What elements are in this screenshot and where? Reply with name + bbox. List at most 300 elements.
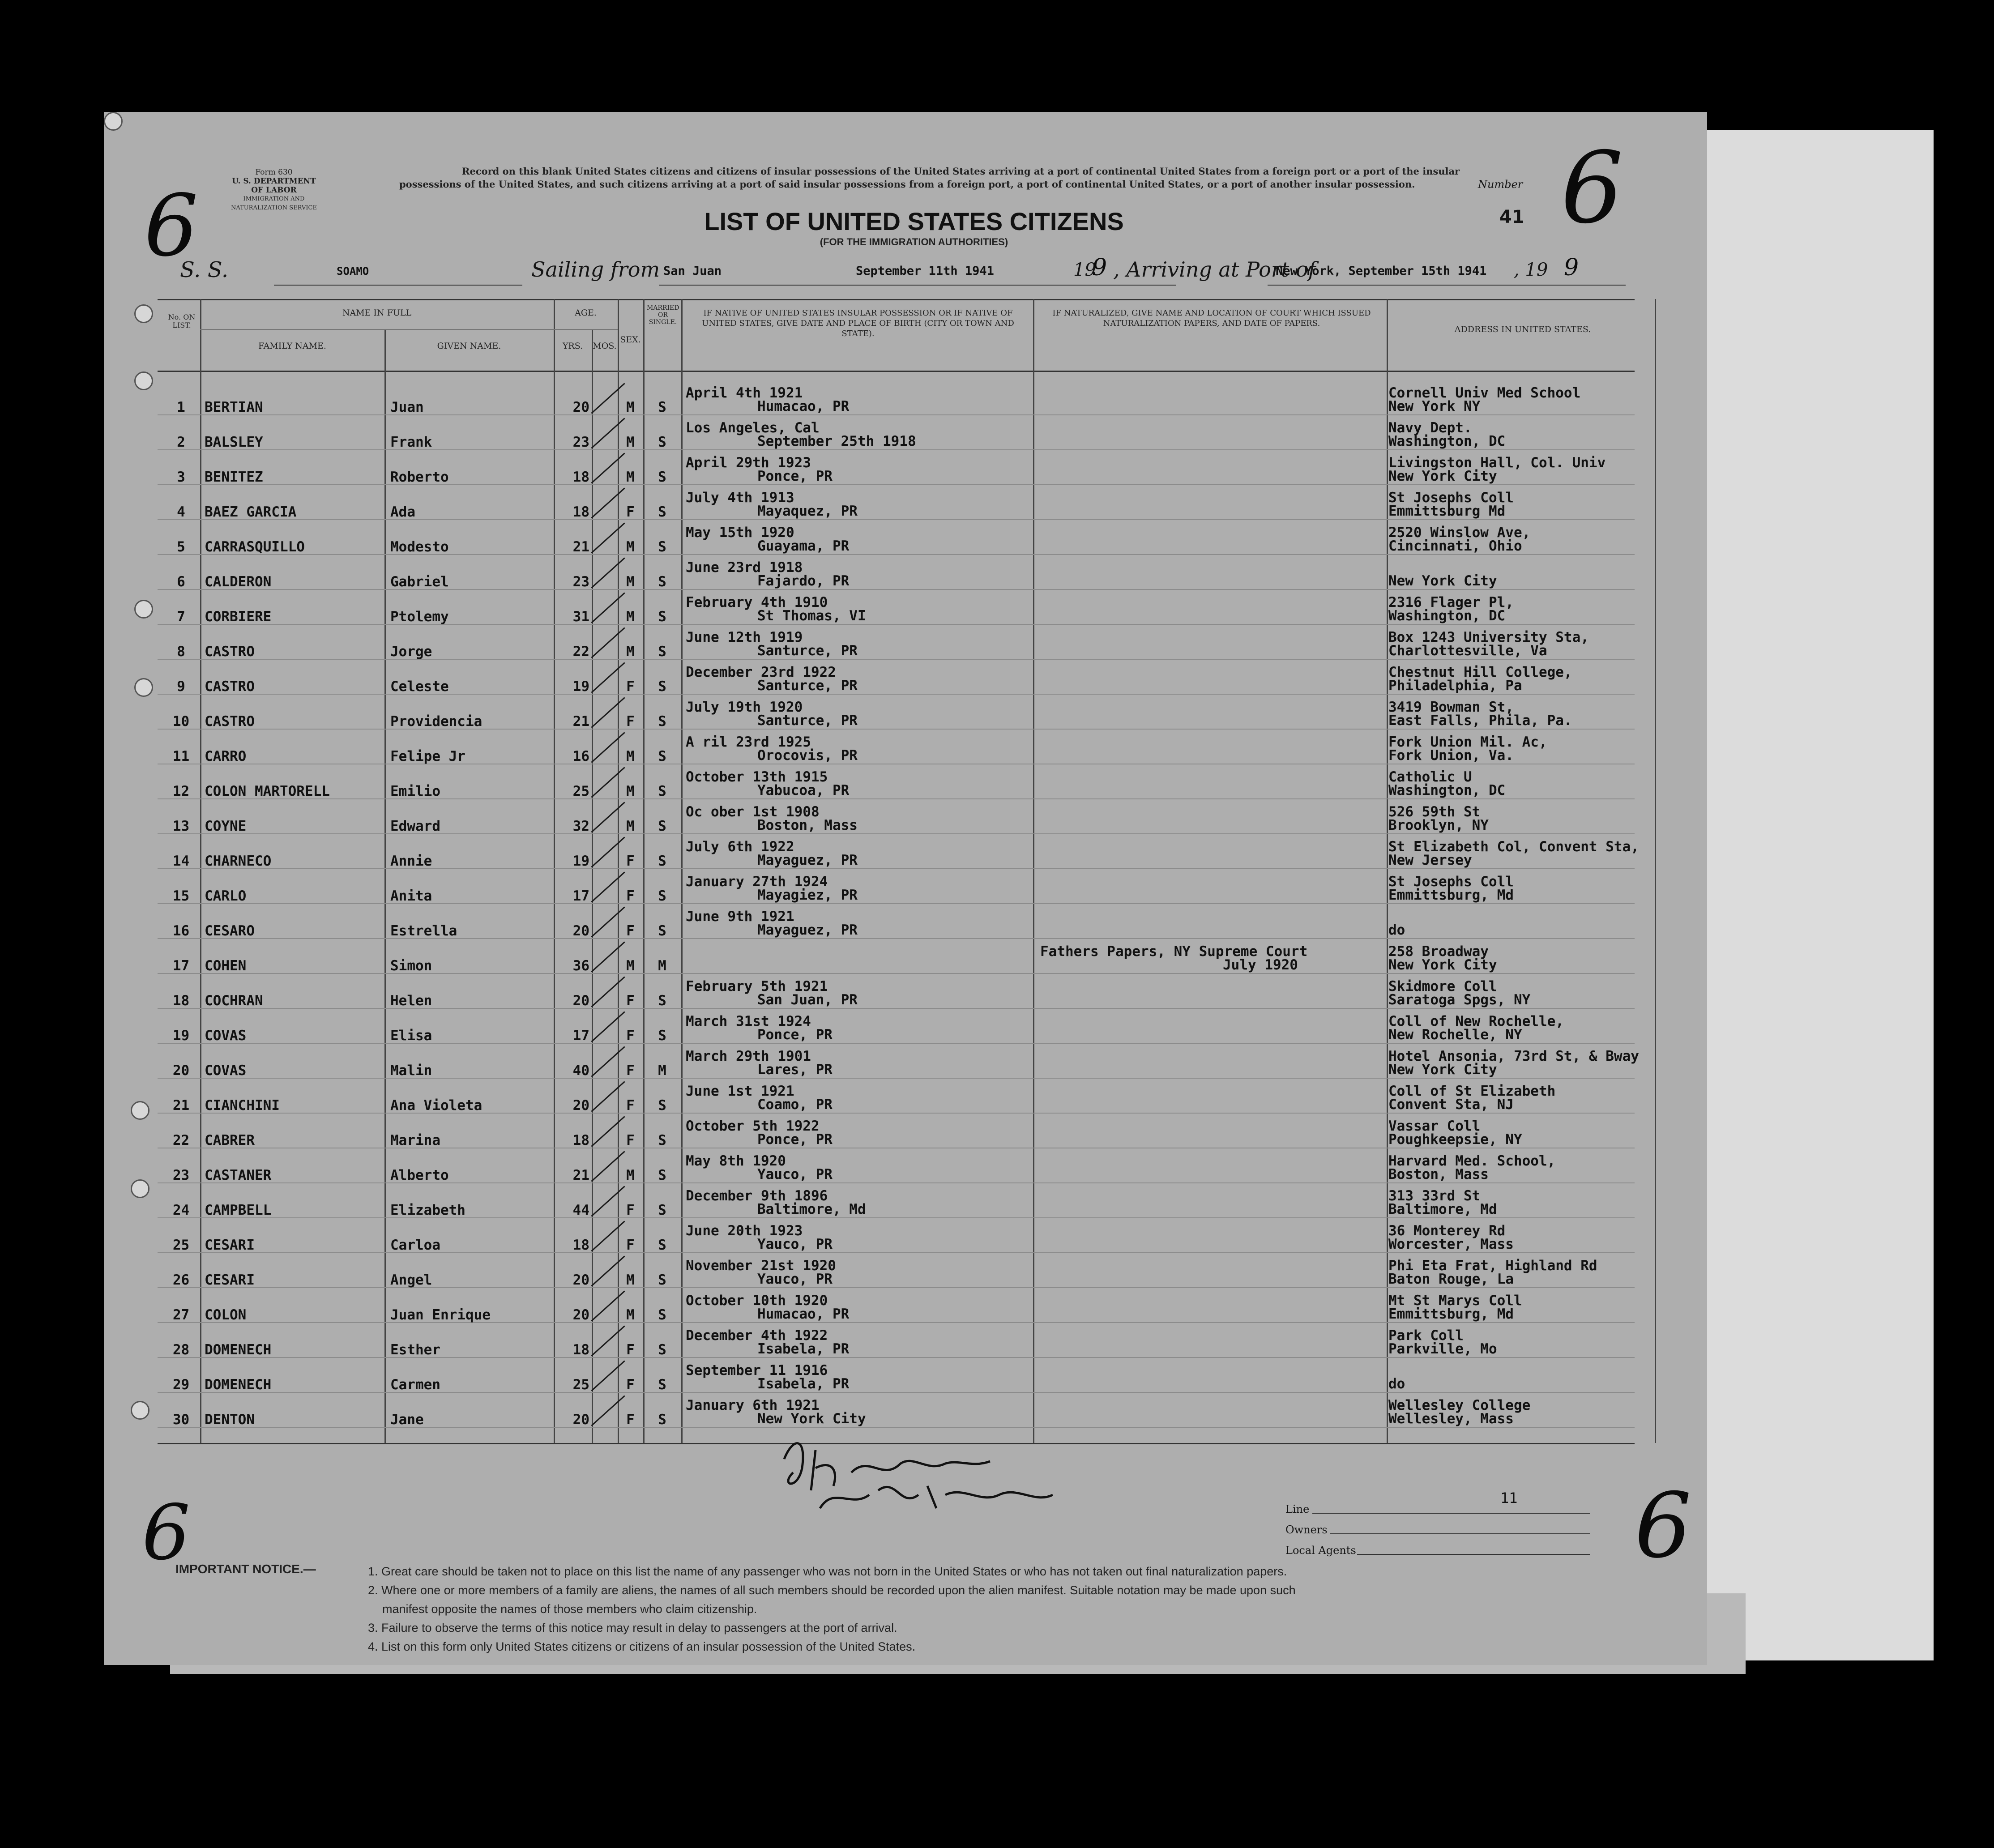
sex: M xyxy=(626,1272,635,1288)
sex: M xyxy=(626,399,635,415)
marital-status: S xyxy=(658,1132,666,1148)
address-line-2: Baton Rouge, La xyxy=(1388,1271,1514,1287)
binder-hole xyxy=(104,112,123,131)
family-name: COYNE xyxy=(205,818,247,834)
marital-status: S xyxy=(658,783,666,799)
table-row xyxy=(104,1323,1655,1358)
family-name: CASTRO xyxy=(205,679,255,695)
birth-info-line-2: Ponce, PR xyxy=(757,468,833,484)
address-line-2: Washington, DC xyxy=(1388,433,1506,449)
given-name: Felipe Jr xyxy=(390,748,465,764)
age-years: 23 xyxy=(572,574,589,590)
table-row xyxy=(104,1009,1655,1044)
address-line-2: Convent Sta, NJ xyxy=(1388,1097,1514,1113)
owners-label: Owners xyxy=(1285,1524,1328,1536)
marital-status: S xyxy=(658,679,666,695)
age-years: 18 xyxy=(572,469,589,485)
signature-scrawl xyxy=(766,1419,1169,1517)
given-name: Juan xyxy=(390,399,424,415)
family-name: BALSLEY xyxy=(205,434,263,450)
col-header-mos: MOS. xyxy=(593,341,617,351)
given-name: Anita xyxy=(390,888,432,904)
address-line-2: Baltimore, Md xyxy=(1388,1201,1497,1217)
address-line-1: 36 Monterey Rd xyxy=(1388,1223,1506,1239)
birth-info-line-1: January 27th 1924 xyxy=(686,874,828,890)
marital-status: S xyxy=(658,1202,666,1218)
birth-info-line-2: Baltimore, Md xyxy=(757,1201,866,1217)
col-header-no: No. ON LIST. xyxy=(168,313,196,329)
address-line-2: Washington, DC xyxy=(1388,782,1506,798)
birth-info-line-1: February 5th 1921 xyxy=(686,978,828,994)
address-line-2: New York City xyxy=(1388,1062,1497,1078)
handwritten-six-bottom-left: 6 xyxy=(142,1489,191,1577)
address-line-1: St Josephs Coll xyxy=(1388,874,1514,890)
address-line-1: Fork Union Mil. Ac, xyxy=(1388,734,1547,750)
sailing-line xyxy=(659,285,1176,286)
address-line-1: 313 33rd St xyxy=(1388,1188,1481,1204)
sailing-date: September 11th 1941 xyxy=(856,264,994,278)
handwritten-six-left: 6 xyxy=(144,176,198,275)
family-name: CHARNECO xyxy=(205,853,272,869)
given-name: Esther xyxy=(390,1342,440,1358)
sex: F xyxy=(626,1237,635,1253)
sex: F xyxy=(626,888,635,904)
birth-info-line-2: September 25th 1918 xyxy=(757,433,916,449)
given-name: Providencia xyxy=(390,713,482,730)
family-name: BAEZ GARCIA xyxy=(205,504,297,520)
sex: F xyxy=(626,923,635,939)
address-line-2: Emmittsburg, Md xyxy=(1388,1306,1514,1322)
sex: M xyxy=(626,434,635,450)
family-name: CASTRO xyxy=(205,644,255,660)
row-number: 13 xyxy=(172,818,190,834)
birth-info-line-2: New York City xyxy=(757,1411,866,1427)
birth-info-line-2: Coamo, PR xyxy=(757,1097,833,1113)
marital-status: S xyxy=(658,1237,666,1253)
table-row xyxy=(104,1183,1655,1218)
family-name: COVAS xyxy=(205,1028,247,1044)
line-underline xyxy=(1312,1513,1590,1514)
birth-info-line-1: October 13th 1915 xyxy=(686,769,828,785)
row-number: 9 xyxy=(177,679,185,695)
family-name: CARLO xyxy=(205,888,247,904)
page-title: LIST OF UNITED STATES CITIZENS xyxy=(704,207,1124,235)
sex: F xyxy=(626,1028,635,1044)
row-number: 4 xyxy=(177,504,185,520)
given-name: Ada xyxy=(390,504,415,520)
address-line-2: Parkville, Mo xyxy=(1388,1341,1497,1357)
manifest-sheet xyxy=(104,112,1707,1665)
number-label: Number xyxy=(1478,178,1523,191)
notice-block xyxy=(368,1562,1666,1656)
sex: M xyxy=(626,609,635,625)
address-line-1: Mt St Marys Coll xyxy=(1388,1293,1522,1309)
address-line-1: 2520 Winslow Ave, xyxy=(1388,525,1531,541)
family-name: CIANCHINI xyxy=(205,1097,280,1114)
col-header-age: AGE. xyxy=(575,308,597,318)
table-row xyxy=(104,1218,1655,1253)
family-name: CESARI xyxy=(205,1237,255,1253)
birth-info-line-2: Yabucoa, PR xyxy=(757,782,850,798)
address-line-2: Worcester, Mass xyxy=(1388,1236,1514,1252)
address-line-1: Hotel Ansonia, 73rd St, & Bway xyxy=(1388,1048,1639,1064)
arriving-label: , Arriving at Port of xyxy=(1113,257,1316,282)
sex: F xyxy=(626,1063,635,1079)
address-line-1: Phi Eta Frat, Highland Rd xyxy=(1388,1258,1597,1274)
birth-info-line-2: Fajardo, PR xyxy=(757,573,850,589)
family-name: CALDERON xyxy=(205,574,272,590)
birth-info-line-1: May 15th 1920 xyxy=(686,525,794,541)
age-years: 20 xyxy=(572,993,589,1009)
marital-status: S xyxy=(658,1097,666,1114)
birth-info-line-2: Yauco, PR xyxy=(757,1271,833,1287)
row-number: 30 xyxy=(172,1412,190,1428)
table-row xyxy=(104,730,1655,764)
marital-status: S xyxy=(658,574,666,590)
table-row xyxy=(104,1253,1655,1288)
agents-underline xyxy=(1357,1554,1590,1555)
family-name: CAMPBELL xyxy=(205,1202,272,1218)
col-divider-addr xyxy=(1655,299,1656,1443)
birth-info-line-2: Mayaguez, PR xyxy=(757,852,858,868)
age-years: 17 xyxy=(572,888,589,904)
family-name: CARRASQUILLO xyxy=(205,539,305,555)
row-number: 22 xyxy=(172,1132,190,1148)
birth-info-line-1: July 19th 1920 xyxy=(686,699,803,715)
age-years: 20 xyxy=(572,923,589,939)
table-row xyxy=(104,660,1655,695)
naturalization-info-line-2: July 1920 xyxy=(1223,957,1298,973)
birth-info-line-1: March 29th 1901 xyxy=(686,1048,811,1064)
address-line-2: East Falls, Phila, Pa. xyxy=(1388,713,1572,729)
table-row xyxy=(104,450,1655,485)
table-row xyxy=(104,939,1655,974)
owners-underline xyxy=(1330,1533,1590,1534)
table-row xyxy=(104,764,1655,799)
row-number: 26 xyxy=(172,1272,190,1288)
address-line-1: Harvard Med. School, xyxy=(1388,1153,1556,1169)
marital-status: S xyxy=(658,1307,666,1323)
table-row xyxy=(104,1358,1655,1393)
table-row xyxy=(104,590,1655,625)
birth-info-line-2: St Thomas, VI xyxy=(757,608,866,624)
sex: M xyxy=(626,1167,635,1183)
birth-info-line-2: Orocovis, PR xyxy=(757,747,858,764)
table-row xyxy=(104,1044,1655,1079)
row-number: 17 xyxy=(172,958,190,974)
table-row xyxy=(104,380,1655,415)
given-name: Estrella xyxy=(390,923,457,939)
marital-status: S xyxy=(658,504,666,520)
family-name: BERTIAN xyxy=(205,399,263,415)
birth-info-line-1: June 12th 1919 xyxy=(686,629,803,645)
age-years: 31 xyxy=(572,609,589,625)
row-number: 6 xyxy=(177,574,185,590)
year-handwritten-9: 9 xyxy=(1092,254,1107,281)
sex: M xyxy=(626,958,635,974)
notice-title: IMPORTANT NOTICE.— xyxy=(175,1562,316,1576)
age-years: 22 xyxy=(572,644,589,660)
notice-3: 3. Failure to observe the terms of this notice may result in delay to passengers at the port of arrival. xyxy=(368,1621,897,1635)
birth-info-line-1: April 29th 1923 xyxy=(686,455,811,471)
birth-info-line-1: May 8th 1920 xyxy=(686,1153,786,1169)
row-number: 18 xyxy=(172,993,190,1009)
given-name: Annie xyxy=(390,853,432,869)
sex: M xyxy=(626,539,635,555)
given-name: Gabriel xyxy=(390,574,449,590)
arrival-line xyxy=(1268,285,1626,286)
notice-1: 1. Great care should be taken not to place on this list the name of any passenger who was not born in the United States or who has not taken out final naturalization papers. xyxy=(368,1565,1287,1578)
ship-name: SOAMO xyxy=(337,265,369,277)
birth-info-line-1: A ril 23rd 1925 xyxy=(686,734,811,750)
given-name: Helen xyxy=(390,993,432,1009)
row-number: 25 xyxy=(172,1237,190,1253)
address-line-2: Charlottesville, Va xyxy=(1388,643,1547,659)
col-header-naturalized: IF NATURALIZED, GIVE NAME AND LOCATION OF COURT WHICH ISSUED NATURALIZATION PAPERS, AND DATE OF PAPERS. xyxy=(1052,308,1371,328)
birth-info-line-2: Isabela, PR xyxy=(757,1376,850,1392)
sex: M xyxy=(626,574,635,590)
age-years: 18 xyxy=(572,1342,589,1358)
notice-4: 4. List on this form only United States citizens or citizens of an insular possession of the United States. xyxy=(368,1640,916,1653)
family-name: CARRO xyxy=(205,748,247,764)
given-name: Elisa xyxy=(390,1028,432,1044)
birth-info-line-1: January 6th 1921 xyxy=(686,1397,820,1413)
given-name: Ana Violeta xyxy=(390,1097,482,1114)
address-line-2: do xyxy=(1388,922,1405,938)
marital-status: S xyxy=(658,1377,666,1393)
row-number: 7 xyxy=(177,609,185,625)
age-years: 25 xyxy=(572,783,589,799)
birth-info-line-1: December 23rd 1922 xyxy=(686,664,836,680)
handwritten-six-bottom-right: 6 xyxy=(1635,1474,1692,1578)
marital-status: S xyxy=(658,748,666,764)
address-line-1: Skidmore Coll xyxy=(1388,978,1497,994)
birth-info-line-1: February 4th 1910 xyxy=(686,594,828,610)
row-number: 21 xyxy=(172,1097,190,1114)
sex: F xyxy=(626,713,635,730)
age-years: 18 xyxy=(572,1237,589,1253)
marital-status: M xyxy=(658,958,666,974)
year-suffix: , 19 xyxy=(1514,260,1548,280)
birth-info-line-1: March 31st 1924 xyxy=(686,1013,811,1029)
address-line-1: Chestnut Hill College, xyxy=(1388,664,1572,680)
family-name: CABRER xyxy=(205,1132,255,1148)
marital-status: S xyxy=(658,1342,666,1358)
address-line-2: Fork Union, Va. xyxy=(1388,747,1514,764)
given-name: Marina xyxy=(390,1132,440,1148)
table-row xyxy=(104,1148,1655,1183)
col-header-given-name: GIVEN NAME. xyxy=(437,341,501,351)
agents-label: Local Agents xyxy=(1285,1544,1356,1557)
birth-info-line-1: April 4th 1921 xyxy=(686,385,803,401)
family-name: DENTON xyxy=(205,1412,255,1428)
birth-info-line-2: Yauco, PR xyxy=(757,1236,833,1252)
row-number: 16 xyxy=(172,923,190,939)
given-name: Edward xyxy=(390,818,440,834)
birth-info-line-1: November 21st 1920 xyxy=(686,1258,836,1274)
birth-info-line-2: Ponce, PR xyxy=(757,1027,833,1043)
marital-status: S xyxy=(658,853,666,869)
marital-status: S xyxy=(658,434,666,450)
table-row xyxy=(104,555,1655,590)
birth-info-line-1: December 4th 1922 xyxy=(686,1327,828,1344)
sex: M xyxy=(626,783,635,799)
sex: F xyxy=(626,504,635,520)
sex: F xyxy=(626,679,635,695)
address-line-1: Park Coll xyxy=(1388,1327,1464,1344)
age-years: 20 xyxy=(572,399,589,415)
given-name: Malin xyxy=(390,1063,432,1079)
address-line-2: New York City xyxy=(1388,573,1497,589)
address-line-2: Wellesley, Mass xyxy=(1388,1411,1514,1427)
row-number: 3 xyxy=(177,469,185,485)
row-number: 8 xyxy=(177,644,185,660)
number-value: 41 xyxy=(1499,207,1524,227)
family-name: DOMENECH xyxy=(205,1342,272,1358)
family-name: COLON xyxy=(205,1307,247,1323)
ss-label: S. S. xyxy=(180,257,229,282)
handwritten-six-right: 6 xyxy=(1561,131,1623,245)
row-number: 23 xyxy=(172,1167,190,1183)
address-line-2: Cincinnati, Ohio xyxy=(1388,538,1522,554)
marital-status: S xyxy=(658,1412,666,1428)
table-row xyxy=(104,415,1655,450)
family-name: COVAS xyxy=(205,1063,247,1079)
family-name: COHEN xyxy=(205,958,247,974)
age-years: 25 xyxy=(572,1377,589,1393)
address-line-1: St Josephs Coll xyxy=(1388,490,1514,506)
given-name: Jane xyxy=(390,1412,424,1428)
age-years: 17 xyxy=(572,1028,589,1044)
birth-info-line-2: Santurce, PR xyxy=(757,713,858,729)
birth-info-line-2: Humacao, PR xyxy=(757,398,850,414)
age-years: 21 xyxy=(572,1167,589,1183)
year-handwritten-9b: 9 xyxy=(1564,254,1579,281)
birth-info-line-1: October 5th 1922 xyxy=(686,1118,820,1134)
marital-status: S xyxy=(658,818,666,834)
given-name: Jorge xyxy=(390,644,432,660)
row-number: 1 xyxy=(177,399,185,415)
birth-info-line-1: June 1st 1921 xyxy=(686,1083,794,1099)
row-number: 19 xyxy=(172,1028,190,1044)
birth-info-line-1: July 6th 1922 xyxy=(686,839,794,855)
age-years: 20 xyxy=(572,1412,589,1428)
age-years: 36 xyxy=(572,958,589,974)
family-name: CASTRO xyxy=(205,713,255,730)
given-name: Emilio xyxy=(390,783,440,799)
given-name: Elizabeth xyxy=(390,1202,465,1218)
birth-info-line-2: Ponce, PR xyxy=(757,1131,833,1148)
birth-info-line-2: Santurce, PR xyxy=(757,678,858,694)
birth-info-line-2: Mayaquez, PR xyxy=(757,503,858,519)
arrival: New York, September 15th 1941 xyxy=(1276,264,1487,278)
sex: M xyxy=(626,1307,635,1323)
age-years: 40 xyxy=(572,1063,589,1079)
table-header-rule xyxy=(158,371,1635,372)
sex: F xyxy=(626,1377,635,1393)
table-row xyxy=(104,869,1655,904)
address-line-2: Philadelphia, Pa xyxy=(1388,678,1522,694)
row-number: 24 xyxy=(172,1202,190,1218)
marital-status: S xyxy=(658,713,666,730)
birth-info-line-2: Mayagiez, PR xyxy=(757,887,858,903)
sailing-label: Sailing from xyxy=(531,257,660,282)
row-number: 10 xyxy=(172,713,190,730)
address-line-1: Coll of St Elizabeth xyxy=(1388,1083,1556,1099)
sailing-from: San Juan xyxy=(663,264,722,278)
naturalization-info-line-1: Fathers Papers, NY Supreme Court xyxy=(1040,943,1308,960)
sex: F xyxy=(626,1412,635,1428)
birth-info-line-2: Guayama, PR xyxy=(757,538,850,554)
birth-info-line-1: September 11 1916 xyxy=(686,1362,828,1379)
address-line-2: Boston, Mass xyxy=(1388,1166,1489,1182)
marital-status: S xyxy=(658,539,666,555)
birth-info-line-1: June 23rd 1918 xyxy=(686,559,803,576)
col-header-yrs: YRS. xyxy=(562,341,583,351)
row-number: 12 xyxy=(172,783,190,799)
marital-status: S xyxy=(658,609,666,625)
address-line-2: New York City xyxy=(1388,468,1497,484)
address-line-2: New York NY xyxy=(1388,398,1481,414)
marital-status: S xyxy=(658,888,666,904)
sex: M xyxy=(626,469,635,485)
row-number: 27 xyxy=(172,1307,190,1323)
marital-status: S xyxy=(658,399,666,415)
address-line-1: 2316 Flager Pl, xyxy=(1388,594,1514,610)
family-name: DOMENECH xyxy=(205,1377,272,1393)
address-line-1: Livingston Hall, Col. Univ xyxy=(1388,455,1606,471)
age-years: 21 xyxy=(572,539,589,555)
given-name: Simon xyxy=(390,958,432,974)
address-line-2: New Rochelle, NY xyxy=(1388,1027,1522,1043)
birth-info-line-1: June 9th 1921 xyxy=(686,909,794,925)
row-number: 2 xyxy=(177,434,185,450)
given-name: Juan Enrique xyxy=(390,1307,491,1323)
address-line-1: 526 59th St xyxy=(1388,804,1481,820)
age-years: 16 xyxy=(572,748,589,764)
birth-info-line-2: Isabela, PR xyxy=(757,1341,850,1357)
birth-info-line-2: Mayaguez, PR xyxy=(757,922,858,938)
address-line-2: do xyxy=(1388,1376,1405,1392)
binder-hole xyxy=(134,304,153,323)
dept-line-1: U. S. DEPARTMENT OF LABOR xyxy=(232,177,316,195)
marital-status: S xyxy=(658,644,666,660)
birth-info-line-2: Santurce, PR xyxy=(757,643,858,659)
address-line-2: Washington, DC xyxy=(1388,608,1506,624)
sex: F xyxy=(626,853,635,869)
table-row xyxy=(104,799,1655,834)
col-header-family-name: FAMILY NAME. xyxy=(258,341,326,351)
table-row xyxy=(104,695,1655,730)
family-name: CASTANER xyxy=(205,1167,272,1183)
age-years: 19 xyxy=(572,679,589,695)
marital-status: S xyxy=(658,1272,666,1288)
table-row xyxy=(104,1114,1655,1148)
address-line-1: Navy Dept. xyxy=(1388,420,1472,436)
marital-status: S xyxy=(658,469,666,485)
col-header-married: MARRIED OR SINGLE. xyxy=(647,304,679,326)
row-number: 29 xyxy=(172,1377,190,1393)
given-name: Frank xyxy=(390,434,432,450)
address-line-1: Catholic U xyxy=(1388,769,1472,785)
birth-info-line-1: December 9th 1896 xyxy=(686,1188,828,1204)
row-number: 15 xyxy=(172,888,190,904)
col-header-address: ADDRESS IN UNITED STATES. xyxy=(1454,324,1591,334)
given-name: Modesto xyxy=(390,539,449,555)
given-name: Roberto xyxy=(390,469,449,485)
age-years: 44 xyxy=(572,1202,589,1218)
birth-info-line-2: Humacao, PR xyxy=(757,1306,850,1322)
